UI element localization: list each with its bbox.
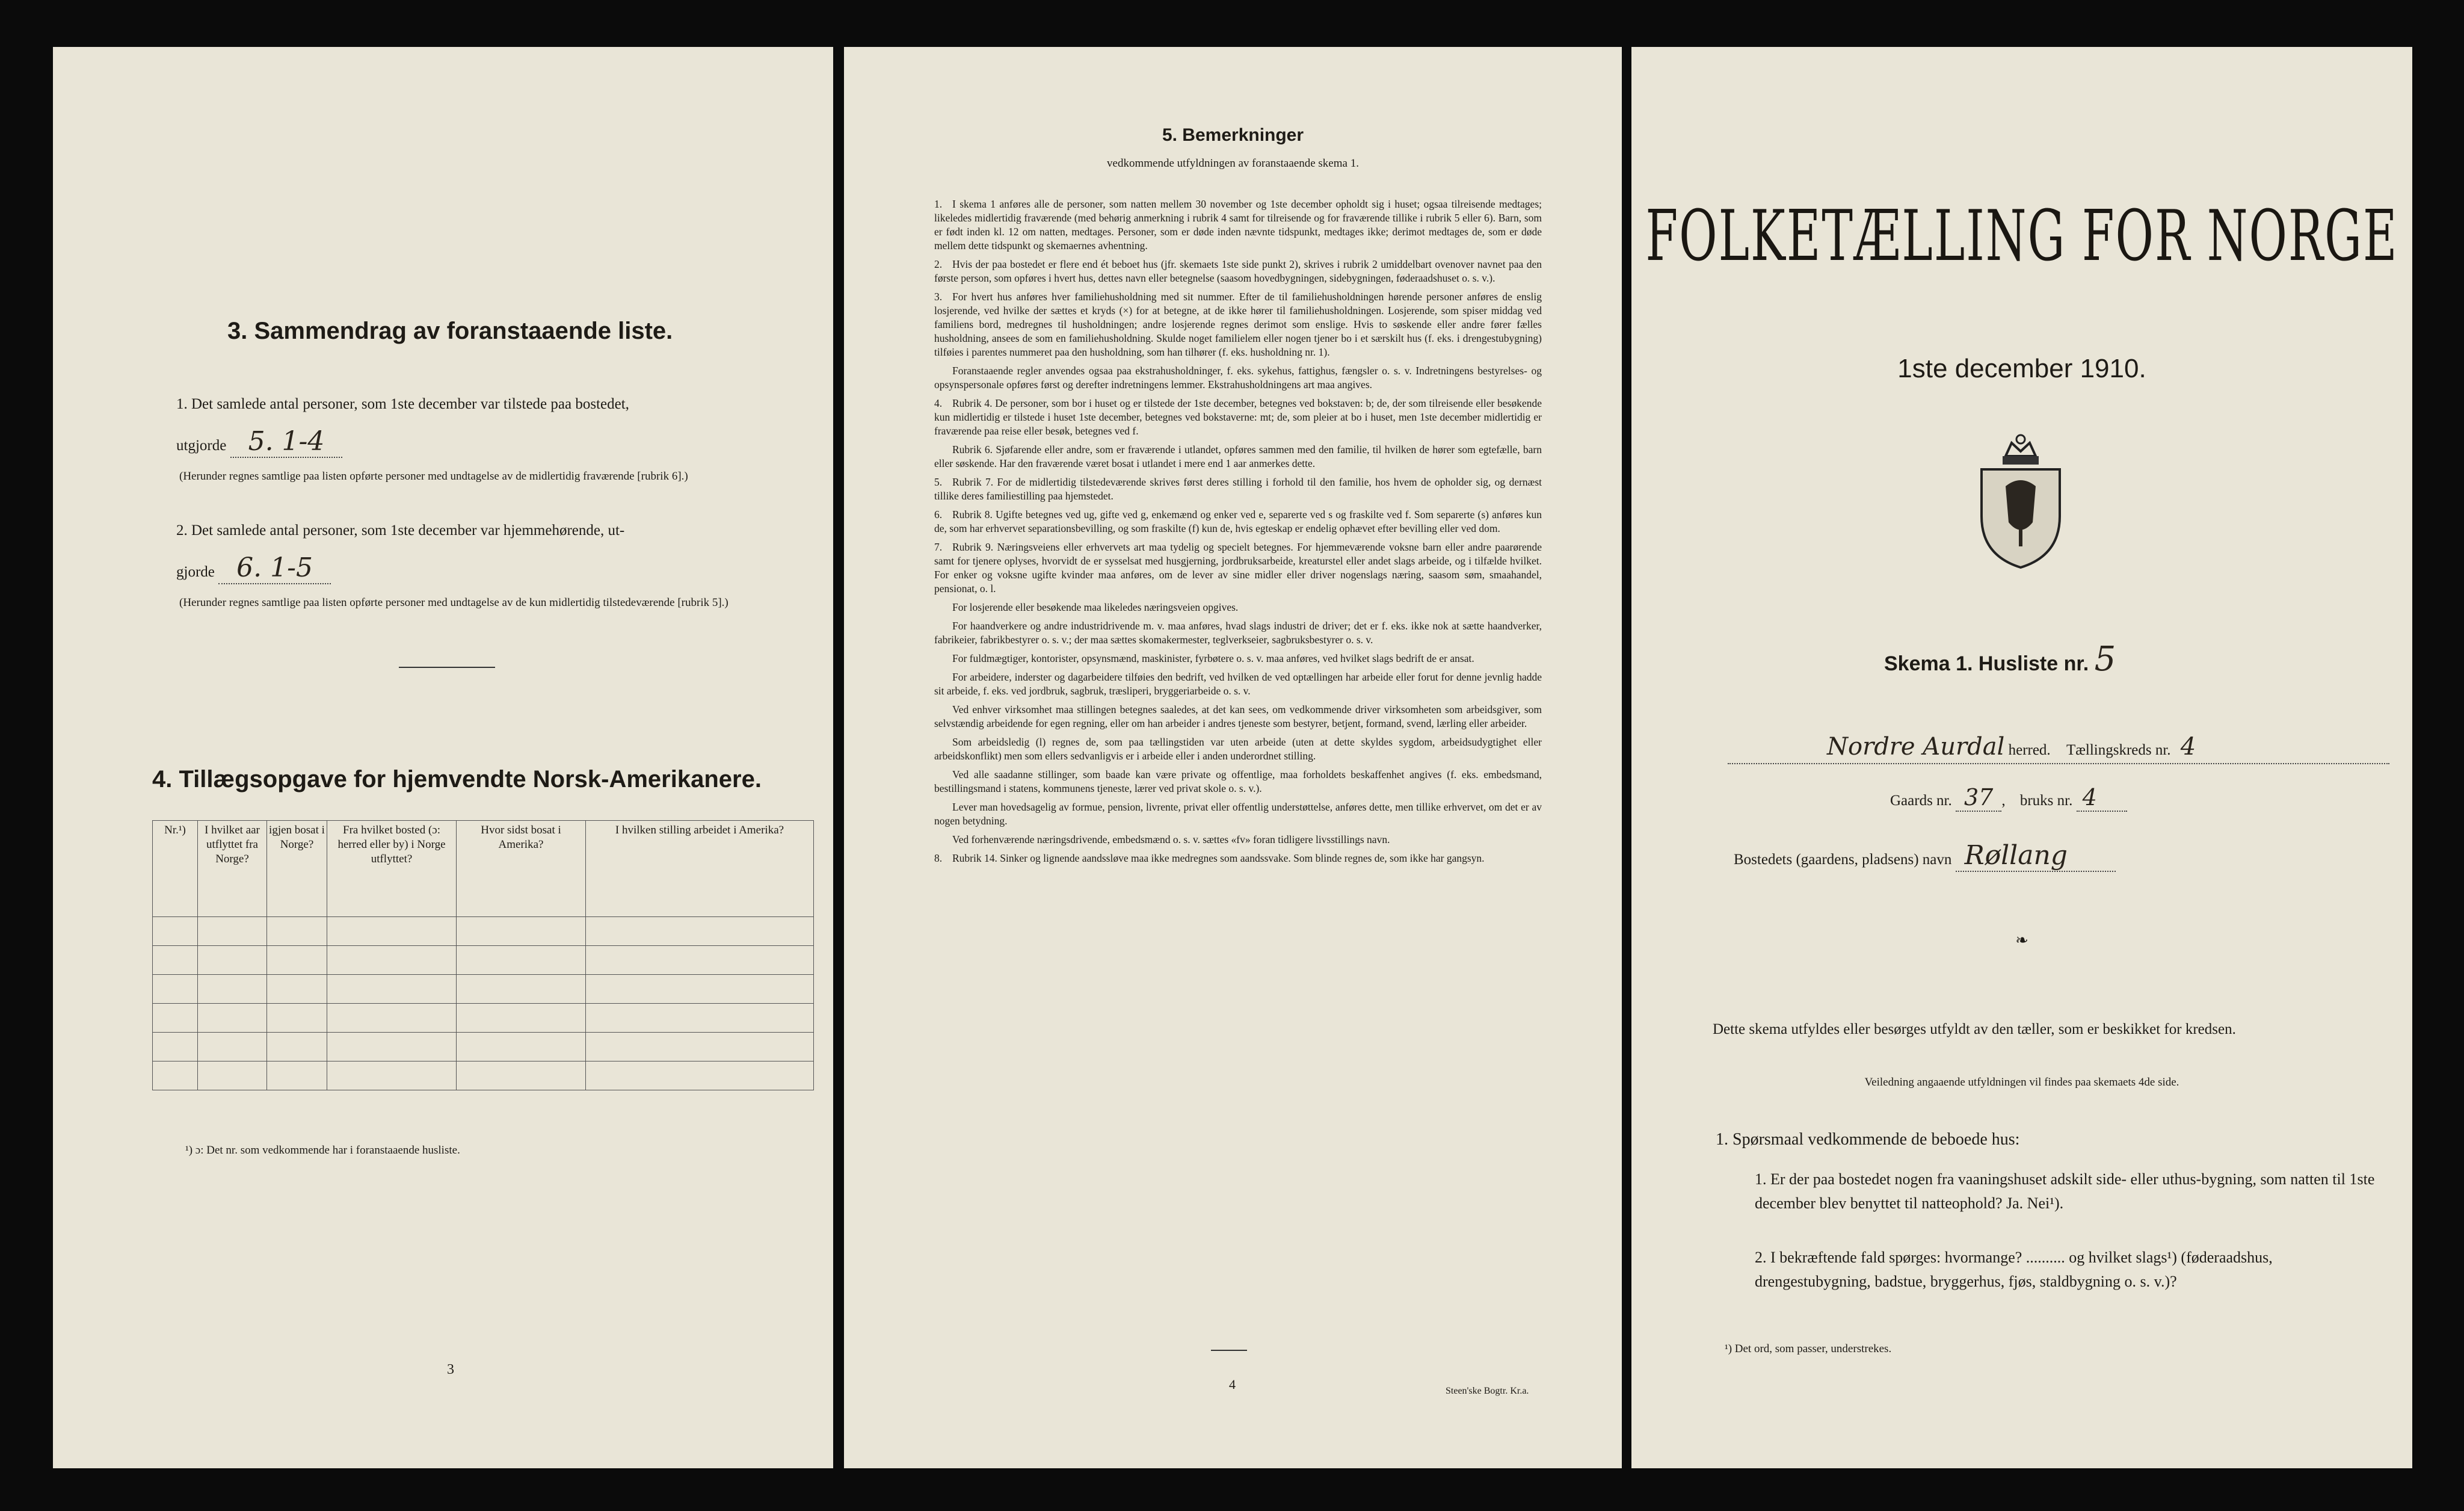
remark-number: 2. (934, 258, 943, 270)
veiledning-text: Veiledning angaaende utfyldningen vil findes paa skemaets 4de side. (1864, 1076, 2179, 1089)
remark-text: For haandverkere og andre industridrivende m. v. maa anføres, hvad slags industri de driver; det er f. eks. ikke nok at sætte haandverker, fabrikeier, fabrikbestyrer o. s. v.; der maa sættes skomakermester, teglverkseier, sagbruksbestyrer o. s. v. (934, 620, 1542, 646)
bruks-number: 4 (2077, 784, 2127, 812)
footnote: ¹) ɔ: Det nr. som vedkommende har i foranstaaende husliste. (185, 1144, 460, 1157)
gaards-number: 37 (1956, 784, 2001, 812)
remark-text: Lever man hovedsagelig av formue, pension, livrente, privat eller offentlig understøttelse, anføres dette, men tillike erhvervet, om det er av nogen betydning. (934, 801, 1542, 827)
questions-heading: 1. Spørsmaal vedkommende de beboede hus: (1716, 1130, 2020, 1149)
table-row (153, 1004, 814, 1033)
remark-item (934, 601, 1542, 614)
remark-item (934, 670, 1542, 698)
remark-item (934, 833, 1542, 847)
remark-item (934, 703, 1542, 731)
table-row (153, 975, 814, 1004)
col-amerika-bosted: Hvor sidst bosat i Amerika? (457, 821, 586, 917)
remark-item (934, 540, 1542, 596)
remark-item (934, 364, 1542, 392)
remark-item (934, 851, 1542, 865)
remarks-title: 5. Bemerkninger (1162, 125, 1304, 145)
table-row (153, 1033, 814, 1061)
form-date: 1ste december 1910. (1897, 354, 2146, 383)
remark-text: For losjerende eller besøkende maa likeledes næringsveien opgives. (952, 601, 1239, 613)
remark-number: 7. (934, 541, 943, 553)
remark-item (934, 258, 1542, 285)
item1-handwritten: 5. 1-4 (230, 426, 343, 458)
item1-utgjorde-label: utgjorde (176, 437, 227, 454)
divider (1211, 1350, 1247, 1351)
remark-number: 1. (934, 198, 943, 210)
remark-item (934, 443, 1542, 471)
remark-text: Rubrik 7. For de midlertidig tilstedeværende skrives først deres stilling i forhold til den familie, hos hvem de opholder sig, og dernæst tillike deres familiestilling paa hjemstedet. (934, 476, 1542, 502)
item2-note: (Herunder regnes samtlige paa listen opførte personer med undtagelse av de kun midlertidig tilstedeværende [rubrik 5].) (179, 596, 728, 609)
remark-number: 5. (934, 476, 943, 488)
intro-text: Dette skema utfyldes eller besørges utfyldt av den tæller, som er beskikket for kredsen. (1713, 1021, 2236, 1037)
remark-item (934, 768, 1542, 796)
item2-text: 2. Det samlede antal personer, som 1ste december var hjemmehørende, ut- (176, 522, 625, 539)
remark-text: Hvis der paa bostedet er flere end ét beboet hus (jfr. skemaets 1ste side punkt 2), skrives i rubrik 2 umiddelbart ovenover navnet paa den første person, som opføres i hvert hus, dettes navn eller betegnelse (saasom hovedbygningen, sidebygningen, føderaadshuset o. s. v.). (934, 258, 1542, 284)
remark-number: 6. (934, 508, 943, 521)
item2-handwritten: 6. 1-5 (218, 552, 331, 584)
middle-page (844, 47, 1622, 1468)
table-row (153, 1061, 814, 1090)
footnote: ¹) Det ord, som passer, understrekes. (1725, 1343, 1892, 1355)
remark-item (934, 800, 1542, 828)
col-bosat: igjen bosat i Norge? (267, 821, 327, 917)
item1-note: (Herunder regnes samtlige paa listen opførte personer med undtagelse av de midlertidig fraværende [rubrik 6].) (179, 470, 688, 483)
remark-item (934, 197, 1542, 253)
page-number: 4 (1229, 1377, 1236, 1392)
item2-gjorde-label: gjorde (176, 564, 215, 580)
table-row (153, 917, 814, 946)
col-utflyttet: I hvilket aar utflyttet fra Norge? (198, 821, 267, 917)
remark-text: Ved forhenværende næringsdrivende, embedsmænd o. s. v. sættes «fv» foran tidligere livsstillings navn. (952, 833, 1390, 845)
remark-text: Rubrik 14. Sinker og lignende aandssløve maa ikke medregnes som aandssvake. Som blinde regnes de, som ikke har gangsyn. (952, 852, 1485, 864)
husliste-number: 5 (2094, 640, 2116, 679)
item1-text: 1. Det samlede antal personer, som 1ste december var tilstede paa bostedet, (176, 396, 629, 412)
form-title: FOLKETÆLLING FOR NORGE (1645, 196, 2398, 277)
remark-text: For fuldmægtiger, kontorister, opsynsmænd, maskinister, fyrbøtere o. s. v. maa anføres, ved hvilket slags bedrift de er ansat. (952, 652, 1474, 664)
remark-text: For hvert hus anføres hver familiehusholdning med sit nummer. Efter de til familiehusholdningen hørende personer anføres de enslig losjerende, ved hvilke der sættes et kryds (×) for at betegne, at de ikke hører til familiehusholdningen. Losjerende, som spiser middag ved familiens bord, medregnes til husholdningen; andre losjerende regnes derimot som enslige. Hvis to søskende eller andre fører fælles husholdning, ansees de som en familiehusholdning. Skulde noget familielem eller nogen tjener bo i et særskilt hus (f. eks. i drengestubygning) tilføies i parentes nummeret paa den husholdning, som han tilhører (f. eks. husholdning nr. 1). (934, 291, 1542, 358)
remarks-subtitle: vedkommende utfyldningen av foranstaaende skema 1. (1107, 157, 1359, 170)
coat-of-arms-icon (1970, 432, 2072, 570)
remark-text: Rubrik 9. Næringsveiens eller erhvervets art maa tydelig og specielt betegnes. For hjemmeværende voksne barn eller andre paarørende samt for tjenere oplyses, hvorvidt de er sysselsat med husgjerning, jordbruksarbeide, kreaturstel eller andet slags arbeide, og i tilfælde hvilket. For enker og voksne ugifte kvinder maa anføres, om de lever av sine midler eller driver nogenslags næring, saasom søm, smaahandel, pensionat, o. l. (934, 541, 1542, 595)
bosted-name: Røllang (1956, 840, 2116, 872)
bosted-label: Bostedets (gaardens, pladsens) navn (1734, 851, 1952, 868)
printer-mark: Steen'ske Bogtr. Kr.a. (1446, 1386, 1529, 1396)
remark-text: Foranstaaende regler anvendes ogsaa paa ekstrahusholdninger, f. eks. sykehus, fattighus, fængsler o. s. v. Indretningens bestyrelses- og opsynspersonale opføres først og derefter indretningens lemmer. Ekstrahusholdningens art maa angives. (934, 365, 1542, 391)
remark-text: For arbeidere, inderster og dagarbeidere tilføies den bedrift, ved hvilken de ved optællingen har arbeide eller forut for denne jevnlig hadde sit arbeide, f. eks. ved jordbruk, sagbruk, træsliperi, bryggeriarbeide o. s. v. (934, 671, 1542, 697)
col-nr: Nr.¹) (153, 821, 198, 917)
remark-text: I skema 1 anføres alle de personer, som natten mellem 30 november og 1ste december opholdt sig i huset; ogsaa tilreisende medtages; likeledes midlertidig fraværende (med behørig anmerkning i rubrik 4 samt for tilreisende og for fraværende tillike i rubrik 5 eller 6). Barn, som er født inden kl. 12 om natten, medtages. Personer, som er døde inden nævnte tidspunkt, medtages ikke; derimot medtages de, som er døde mellem dette tidspunkt og skemaernes avhentning. (934, 198, 1542, 252)
remark-item (934, 508, 1542, 536)
remark-number: 3. (934, 291, 943, 303)
herred-name: Nordre Aurdal (1827, 733, 2005, 761)
norsk-amerikaner-table (152, 820, 814, 1090)
remark-text: Ved enhver virksomhet maa stillingen betegnes saaledes, at det kan sees, om vedkommende driver virksomheten som arbeidsgiver, som selvstændig arbeidende for egen regning, eller om han arbeider i andres tjeneste som bestyrer, betjent, formand, svend, lærling eller arbeider. (934, 703, 1542, 729)
remark-number: 8. (934, 852, 943, 864)
skema-label: Skema 1. Husliste nr. (1884, 652, 2089, 675)
herred-label: herred. (2008, 742, 2051, 758)
remarks-list (934, 197, 1542, 870)
remark-text: Rubrik 4. De personer, som bor i huset og er tilstede der 1ste december, betegnes ved bokstaven: b; de, der som tilreisende eller besøkende kun midlertidig er tilstede i huset 1ste december, betegnes ved bokstaverne: mt; de, som pleier at bo i huset, men 1ste december midlertidig er fraværende paa reise eller besøk, betegnes ved f. (934, 397, 1542, 437)
question-2: 2. I bekræftende fald spørges: hvormange? .......... og hvilket slags¹) (føderaadshus, drengestubygning, badstue, bryggerhus, fjøs, staldbygning o. s. v.)? (1755, 1249, 2273, 1290)
remark-number: 4. (934, 397, 943, 409)
table-row (153, 946, 814, 975)
remark-item (934, 397, 1542, 438)
col-fra-bosted: Fra hvilket bosted (ɔ: herred eller by) i Norge utflyttet? (327, 821, 457, 917)
remark-item (934, 619, 1542, 647)
ornament: ❧ (2015, 932, 2028, 949)
remark-item (934, 475, 1542, 503)
bruks-label: bruks nr. (2019, 793, 2073, 809)
kreds-label: Tællingskreds nr. (2066, 742, 2171, 758)
section4-title: 4. Tillægsopgave for hjemvendte Norsk-Amerikanere. (152, 766, 762, 793)
remark-text: Som arbeidsledig (l) regnes de, som paa tællingstiden var uten arbeide (uten at dette skyldes sygdom, arbeidsudygtighet eller arbeidskonflikt) men som ellers sedvanligvis er i arbeide eller i anden underordnet stilling. (934, 736, 1542, 762)
col-stilling: I hvilken stilling arbeidet i Amerika? (586, 821, 814, 917)
remark-item (934, 652, 1542, 666)
right-page: FOLKETÆLLING FOR NORGE 1ste december 1910. Skema 1. Husliste nr. 5 Nordre Aurdal herred. Tællingskreds nr. 4 Gaards nr. 37 , bruks nr. 4 Bostedets (gaardens, pladsens) navn Røllang ❧ Dette skema utfyldes eller besørges utfyldt av den tæller, som er beskikket for kredsen. Veiledning angaaende utfyldningen vil findes paa skemaets 4de side. 1. Spørsmaal vedkommende de beboede hus: 1. Er der paa bostedet nogen fra vaaningshuset adskilt side- eller uthus-bygning, som natten til 1ste december blev benyttet til natteophold? Ja. Nei¹). 2. I bekræftende fald spørges: hvormange? .......... og hvilket slags¹) (føderaadshus, drengestubygning, badstue, bryggerhus, fjøs, staldbygning o. s. v.)? ¹) Det ord, som passer, understrekes. (1631, 47, 2412, 1468)
gaards-label: Gaards nr. (1890, 793, 1952, 809)
left-page (53, 47, 833, 1468)
question-1: 1. Er der paa bostedet nogen fra vaaningshuset adskilt side- eller uthus-bygning, som natten til 1ste december blev benyttet til natteophold? Ja. Nei¹). (1755, 1170, 2375, 1212)
page-number: 3 (447, 1362, 454, 1377)
kreds-number: 4 (2180, 733, 2196, 761)
remark-text: Ved alle saadanne stillinger, som baade kan være private og offentlige, maa forholdets beskaffenhet angives (f. eks. embedsmand, bestillingsmand i statens, kommunens tjeneste, lærer ved privat skole o. s. v.). (934, 768, 1542, 794)
remark-text: Rubrik 6. Sjøfarende eller andre, som er fraværende i utlandet, opføres sammen med den familie, til hvilken de hører som egtefælle, barn eller søskende. Har den fraværende været bosat i utlandet i mere end 1 aar anmerkes dette. (934, 443, 1542, 469)
remark-item (934, 735, 1542, 763)
remark-text: Rubrik 8. Ugifte betegnes ved ug, gifte ved g, enkemænd og enker ved e, separerte ved s og fraskilte ved f. Som separerte (s) anføres kun de, som har erhvervet separationsbevilling, og som fraskilte (f) kun de, hvis egteskap er endelig ophævet efter bevilling eller ved dom. (934, 508, 1542, 534)
section3-title: 3. Sammendrag av foranstaaende liste. (227, 318, 673, 344)
divider (399, 667, 495, 668)
remark-item (934, 290, 1542, 359)
